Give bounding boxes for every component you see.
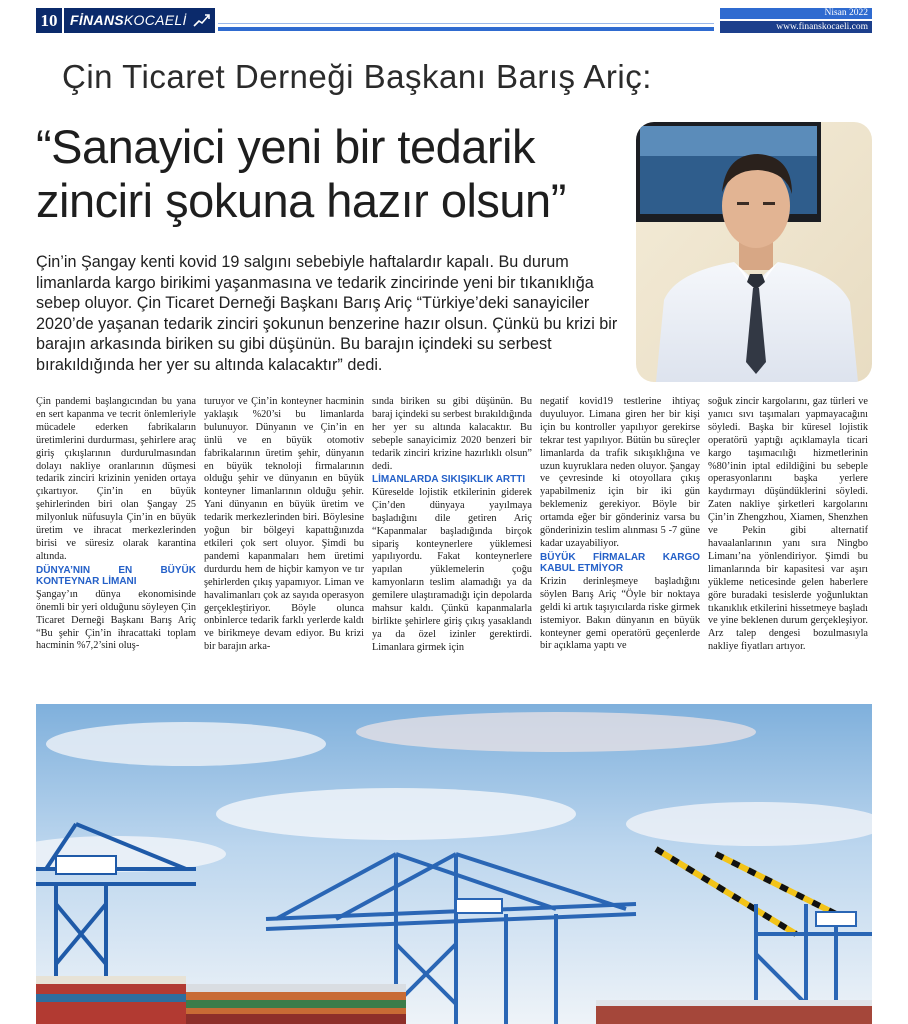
paragraph: Krizin derinleşmeye başladığını söylen Barış Ariç “Öyle bir noktaya geldi ki artık taşıyıcılarda riske girmek istemiyor. Bakın dünyanın en büyük konteyner gemi operatörü geçenlerde bir açıklama yaptı ve — [540, 575, 700, 652]
paragraph: sında biriken su gibi düşünün. Bu baraj içindeki su serbest bırakıldığında her yer su altında kalacaktır. Bu sebeple sanayicimiz 2020 benzeri bir tedarik zinciri krizine hazırlıklı olsun” dedi. — [372, 396, 532, 472]
subheading: BÜYÜK FİRMALAR KARGO KABUL ETMİYOR — [540, 551, 700, 575]
brand-kocaeli: KOCAELİ — [123, 12, 187, 28]
website-url: www.finanskocaeli.com — [720, 21, 872, 33]
publication-logo — [64, 8, 215, 33]
header-rule — [218, 27, 714, 31]
article-lead: Çin’in Şangay kenti kovid 19 salgını sebebiyle haftalardır kapalı. Bu durum limanlarda kargo birikimi yaşanmasına ve tedarik zincirinde yeni bir tıkanıklığa sebep oluyor. Çin Ticaret Derneği Başkanı Barış Ariç “Türkiye’deki sanayiciler 2020’de yaşanan tedarik zinciri şokunun benzerine hazır olsun. Çünkü bu krizi bir barajın arkasında biriken su gibi düşünün. Bu barajın içindeki su serbest bırakıldığında her yer su altında kalacaktır” dedi. — [36, 253, 618, 374]
paragraph: turuyor ve Çin’in konteyner hacminin yaklaşık %20’si bu limanlarda bulunuyor. Dünyanın ve Çin’in en ünlü ve en büyük otomotiv fabrikalarının üretim şehir, dünyanın en büyük teknoloji firmalarının olduğu şehir ve dünyanın en büyük konteyner limanlarının olduğu şehir. Yani dünyanın en büyük üretim ve tedarik merkezlerinden biri. Böylesine yoğun bir bölgeyi kapattığınızda etkileri çok sert oluyor. Şimdi bu pandemi kapanmaları hem üretimi durdurdu hem de hiçbir kamyon ve tır şehirlerden çıkış yapamıyor. Liman ve havalimanları çok az sayıda operasyon gerçekleştiriyor. Böyle olunca onbinlerce tedarik farklı yerlerde kaldı ve birikmeye devam ediyor. Bu krizi bir barajın arka- — [204, 396, 364, 653]
body-column-4 — [540, 396, 700, 688]
chart-trend-icon — [193, 12, 211, 28]
body-column-5 — [708, 396, 868, 688]
portrait-photo — [636, 122, 872, 382]
header-rule-thin — [218, 23, 714, 24]
paragraph: Küreselde lojistik etkilerinin giderek Çin’den dünyaya yayılmaya başladığını dile getiren Ariç “Kapanmalar başladığında birçok sipariş konteynerlere yüklemesi yapılıyordu. Fakat konteynerlere yapılan yüklemelerin çoğu kamyonların teslim alamadığı ya da gemilere ulaştıramadığı için depolarda mahsur kaldı. Çünkü kapanmalarla birlikte şehirlere giriş çıkış yasaklandı ya da özel izinler gerektirdi. Limanlara girmek için — [372, 486, 532, 653]
paragraph: soğuk zincir kargolarını, gaz türleri ve yanıcı sıvı taşımaları yapmayacağını söyledi. Başka bir küresel lojistik operatörü yaptığı açıklamayla ticari kargo taşımacılığı hizmetlerinin %80’inin iptal edildiğini bu sebeple operasyonlarını başka yerlere kaydırmayı düşündüklerini söyledi. Zaten nakliye şirketleri kargolarını Çin’in Zhengzhou, Xiamen, Shenzhen ve Pekin gibi alternatif havaalanlarının yanı sıra Ningbo Limanı’na yönlendiriyor. Şimdi bu limanlarında bir kapasitesi var aşırı yükleme neticesinde gelen haberlere göre buradaki tesislerde yoğunluktan tıkanıklık etkilerini hissetmeye başladı ve yine beklenen durum gerçekleşiyor. Arz talep dengesi bozulmasıyla nakliye fiyatları artıyor. — [708, 396, 868, 653]
issue-date: Nisan 2022 — [720, 8, 872, 19]
subheading: LİMANLARDA SIKIŞIKLIK ARTTI — [372, 474, 526, 486]
brand-finans: FİNANS — [70, 12, 124, 28]
port-photo — [36, 704, 872, 1024]
body-column-1 — [36, 396, 196, 688]
body-column-3 — [372, 396, 532, 688]
page-number: 10 — [36, 8, 62, 33]
article-kicker: Çin Ticaret Derneği Başkanı Barış Ariç: — [62, 58, 652, 95]
paragraph: Şangay’ın dünya ekonomisinde önemli bir yeri olduğunu söyleyen Çin Ticaret Derneği Başkanı Barış Ariç “Bu şehir Çin’in ihracattaki toplam hacminin %7,2’sini oluş- — [36, 588, 196, 652]
article-headline: “Sanayici yeni bir tedarik zinciri şokuna hazır olsun” — [36, 120, 566, 227]
paragraph: Çin pandemi başlangıcından bu yana en sert kapanma ve tecrit önlemleriyle mücadele ederken fabrikaların üretimlerini durdurması, şehirlere araç giriş çıkışlarının durdurulmasından dolayı nakliye oranlarının düşmesi tedarik zinciri krizinin yeniden ortaya çıkartıyor. Çin’in en büyük şehirlerinden biri olan Şangay 25 milyonluk nüfusuyla Çin’in en büyük üretim ve ihracat merkezlerinden birisi ve süresiz olarak karantina altında. — [36, 396, 196, 562]
article-body — [36, 396, 872, 688]
body-column-2 — [204, 396, 364, 688]
paragraph: negatif kovid19 testlerine ihtiyaç duyuluyor. Limana giren her bir kişi için bu kontroller yapılıyor gerekirse tekrar test yapılıyor. Bütün bu süreçler limanlarda da trafik sıkışıklığına ve uzun kuyruklara neden oluyor. Şangay ve çevresinde ki otoyollara çıkış yapabilmeniz için bir iki gün beklemeniz gerekiyor. Böyle bir ortamda eğer bir gönderiniz varsa bu gönderinizin teslim alınması 5 -7 güne kadar uzayabiliyor. — [540, 396, 700, 549]
subheading: DÜNYA’NIN EN BÜYÜK KONTEYNAR LİMANI — [36, 564, 196, 588]
